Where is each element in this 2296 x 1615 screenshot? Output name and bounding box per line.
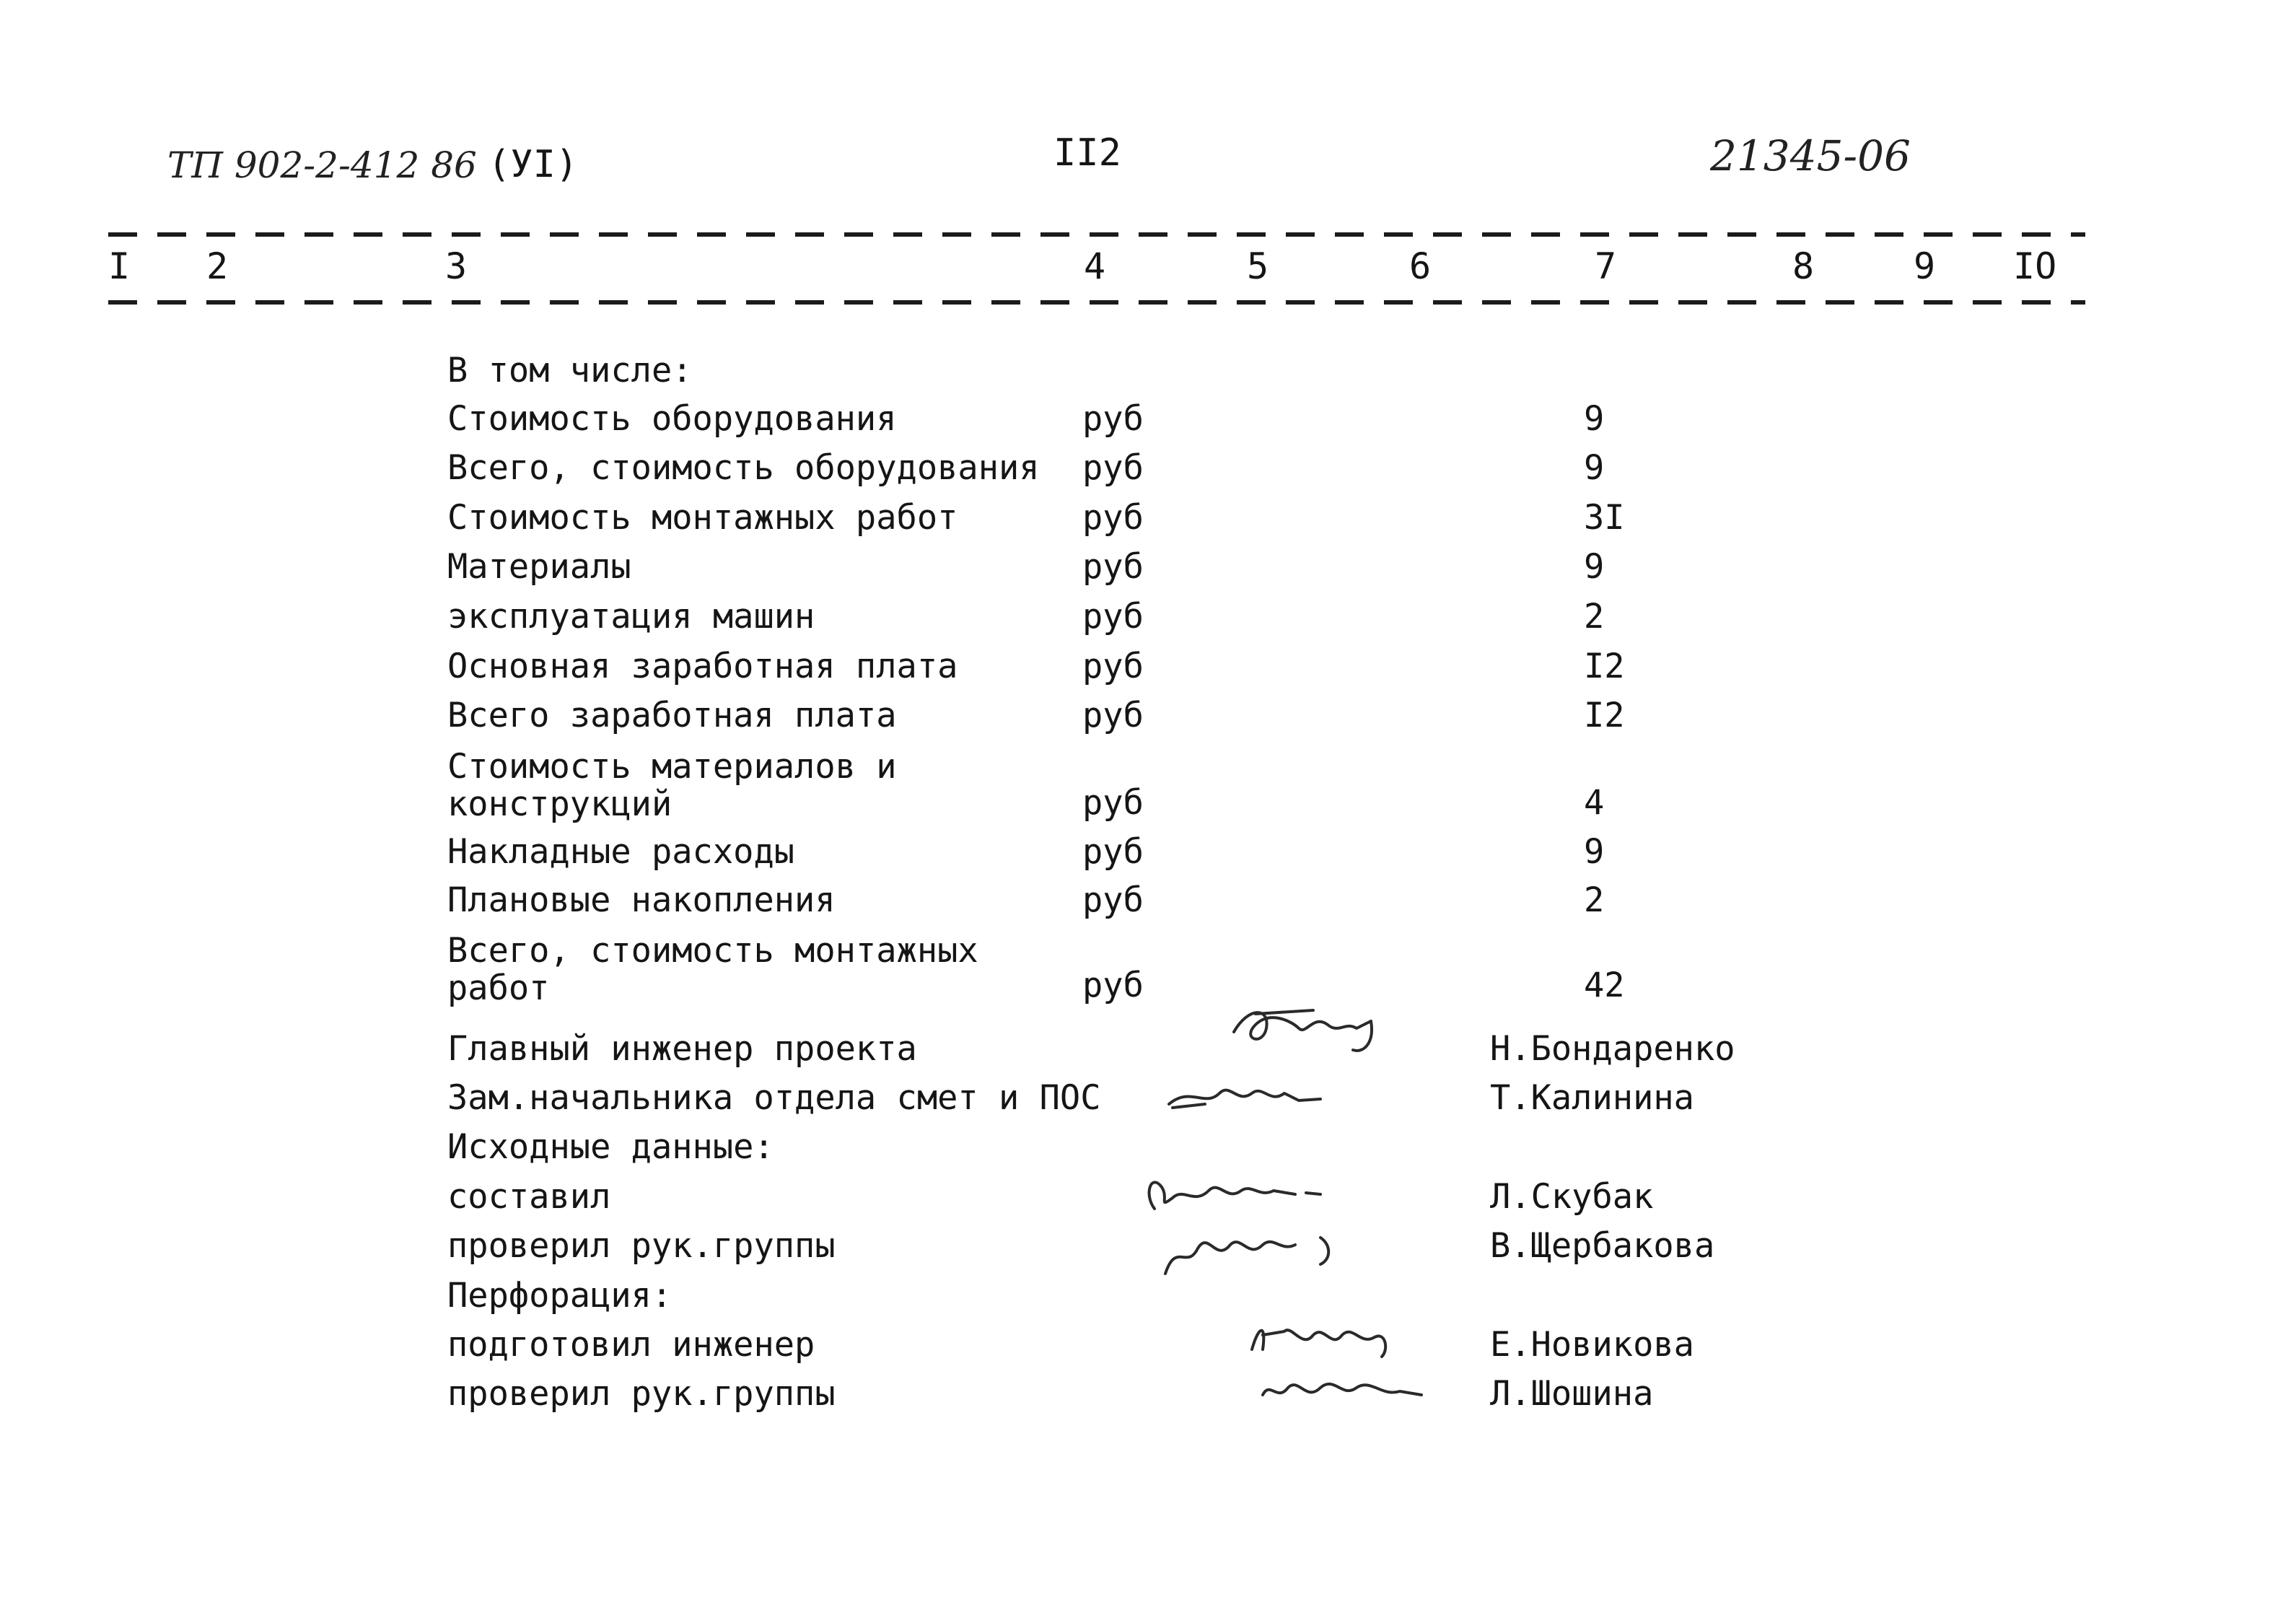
row-unit: руб	[1082, 966, 1144, 1005]
signatory-role: проверил рук.группы	[447, 1226, 836, 1266]
row-label: Основная заработная плата	[447, 647, 958, 686]
signatory-name: Т.Калинина	[1490, 1078, 1694, 1118]
table-row	[447, 548, 1890, 599]
row-label: эксплуатация машин	[447, 597, 815, 636]
section-label: (УI)	[488, 143, 579, 186]
page-number: II2	[1053, 131, 1121, 175]
signature-row	[447, 1326, 1890, 1377]
top-rule	[108, 232, 2085, 237]
row-unit: руб	[1082, 783, 1144, 823]
signature-scribble	[1227, 999, 1385, 1064]
signatory-role: подготовил инженер	[447, 1325, 815, 1365]
row-unit: руб	[1082, 547, 1144, 587]
table-row	[447, 932, 1890, 1017]
row-value: 9	[1584, 399, 1605, 439]
row-unit: руб	[1082, 880, 1144, 920]
row-label: Материалы	[447, 547, 631, 587]
row-unit: руб	[1082, 647, 1144, 686]
table-row	[447, 450, 1890, 500]
row-value: I2	[1584, 647, 1625, 686]
table-row	[447, 697, 1890, 748]
table-row	[447, 882, 1890, 932]
row-label: Стоимость оборудования	[447, 399, 897, 439]
signatory-name: Н.Бондаренко	[1490, 1029, 1735, 1069]
row-value: 2	[1584, 597, 1605, 636]
row-value: I2	[1584, 696, 1625, 735]
col-4: 4	[1084, 245, 1106, 287]
row-value: 9	[1584, 547, 1605, 587]
row-label: Накладные расходы	[447, 832, 795, 872]
signatory-role: проверил рук.группы	[447, 1374, 836, 1414]
section-heading: В том числе:	[447, 351, 693, 390]
signatory-role: Зам.начальника отдела смет и ПОС	[447, 1078, 1101, 1118]
table-row	[447, 748, 1890, 833]
signatory-role: Перфорация:	[447, 1276, 672, 1316]
row-label: Стоимость материалов и конструкций	[447, 747, 897, 824]
signatory-name: Л.Шошина	[1490, 1374, 1654, 1414]
archive-number: 21345-06	[1710, 131, 1911, 180]
col-8: 8	[1792, 245, 1815, 287]
table-row	[447, 499, 1890, 550]
col-3: 3	[445, 245, 468, 287]
row-value: 9	[1584, 832, 1605, 872]
table-row	[447, 833, 1890, 884]
signatory-role: Главный инженер проекта	[447, 1029, 917, 1069]
bottom-rule	[108, 300, 2085, 305]
col-10: IO	[2013, 245, 2057, 287]
signatory-role: составил	[447, 1177, 611, 1217]
col-7: 7	[1595, 245, 1617, 287]
row-unit: руб	[1082, 597, 1144, 636]
signatory-name: Е.Новикова	[1490, 1325, 1694, 1365]
signature-scribble	[1147, 1220, 1349, 1292]
row-unit: руб	[1082, 399, 1144, 439]
row-unit: руб	[1082, 832, 1144, 872]
signatory-name: В.Щербакова	[1490, 1226, 1715, 1266]
col-6: 6	[1409, 245, 1432, 287]
row-value: 2	[1584, 880, 1605, 920]
doc-code: ТП 902-2-412 86	[167, 144, 477, 186]
signature-scribble	[1241, 1310, 1414, 1367]
col-9: 9	[1914, 245, 1936, 287]
row-value: 9	[1584, 448, 1605, 488]
signature-scribble	[1256, 1362, 1429, 1413]
col-1: I	[108, 245, 131, 287]
table-row	[447, 648, 1890, 699]
row-unit: руб	[1082, 448, 1144, 488]
col-2: 2	[206, 245, 229, 287]
row-label: Плановые накопления	[447, 880, 836, 920]
row-label: Всего, стоимость оборудования	[447, 448, 1040, 488]
table-row	[447, 598, 1890, 649]
row-label: Стоимость монтажных работ	[447, 498, 958, 538]
row-value: 4	[1584, 783, 1605, 823]
table-row	[447, 401, 1890, 451]
signatory-role: Исходные данные:	[447, 1127, 774, 1167]
signature-row	[447, 1375, 1890, 1426]
signature-scribble	[1162, 1072, 1328, 1122]
row-label: Всего заработная плата	[447, 696, 897, 735]
row-value: 3I	[1584, 498, 1625, 538]
row-value: 42	[1584, 966, 1625, 1005]
row-label: Всего, стоимость монтажных работ	[447, 931, 978, 1008]
signatory-name: Л.Скубак	[1490, 1177, 1654, 1217]
row-unit: руб	[1082, 498, 1144, 538]
row-unit: руб	[1082, 696, 1144, 735]
col-5: 5	[1247, 245, 1269, 287]
